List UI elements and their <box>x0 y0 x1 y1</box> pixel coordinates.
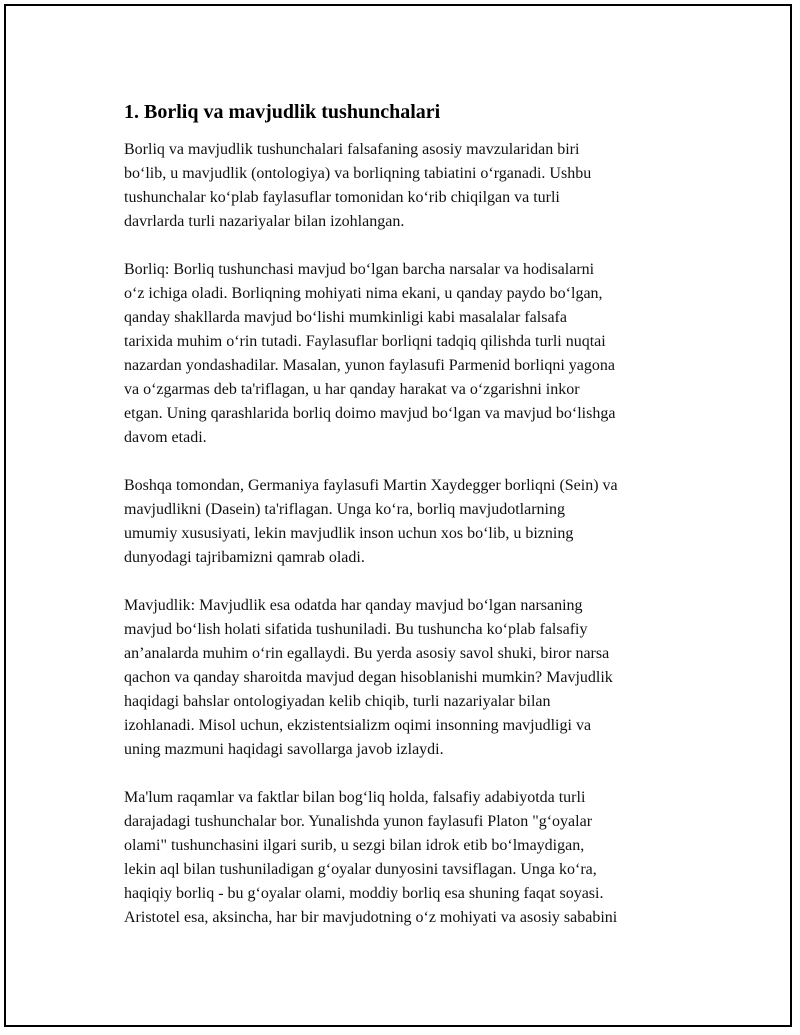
text-line: umumiy xususiyati, lekin mavjudlik inson uchun xos bo‘lib, u bizning <box>124 525 574 542</box>
page-frame <box>4 4 792 1027</box>
text-line: tushunchalar ko‘plab faylasuflar tomonidan ko‘rib chiqilgan va turli <box>124 189 560 206</box>
text-line: va o‘zgarmas deb ta'riflagan, u har qanday harakat va o‘zgarishni inkor <box>124 381 580 398</box>
text-line: lekin aql bilan tushuniladigan g‘oyalar dunyosini tavsiflagan. Unga ko‘ra, <box>124 861 597 878</box>
text-line: tarixida muhim o‘rin tutadi. Faylasuflar borliqni tadqiq qilishda turli nuqtai <box>124 333 606 350</box>
text-line: qachon va qanday sharoitda mavjud degan hisoblanishi mumkin? Mavjudlik <box>124 669 613 686</box>
text-line: uning mazmuni haqidagi savollarga javob izlaydi. <box>124 741 444 758</box>
text-line: o‘z ichiga oladi. Borliqning mohiyati nima ekani, u qanday paydo bo‘lgan, <box>124 285 603 302</box>
text-line: olami" tushunchasini ilgari surib, u sezgi bilan idrok etib bo‘lmaydigan, <box>124 837 585 854</box>
text-line: nazardan yondashadilar. Masalan, yunon faylasufi Parmenid borliqni yagona <box>124 357 615 374</box>
text-line: Borliq va mavjudlik tushunchalari falsafaning asosiy mavzularidan biri <box>124 141 580 158</box>
paragraph-borliq <box>124 258 704 450</box>
text-line: an’analarda muhim o‘rin egallaydi. Bu yerda asosiy savol shuki, biror narsa <box>124 645 610 662</box>
text-line: Boshqa tomondan, Germaniya faylasufi Martin Xaydegger borliqni (Sein) va <box>124 477 618 494</box>
text-line: darajadagi tushunchalar bor. Yunalishda yunon faylasufi Platon "g‘oyalar <box>124 813 593 830</box>
text-line: mavjudlikni (Dasein) ta'riflagan. Unga ko‘ra, borliq mavjudotlarning <box>124 501 565 518</box>
text-line: haqiqiy borliq - bu g‘oyalar olami, moddiy borliq esa shuning faqat soyasi. <box>124 885 604 902</box>
text-line: qanday shakllarda mavjud bo‘lishi mumkinligi kabi masalalar falsafa <box>124 309 567 326</box>
text-line: izohlanadi. Misol uchun, ekzistentsializm oqimi insonning mavjudligi va <box>124 717 592 734</box>
document-body <box>124 100 704 954</box>
text-line: Mavjudlik: Mavjudlik esa odatda har qanday mavjud bo‘lgan narsaning <box>124 597 583 614</box>
text-line: Aristotel esa, aksincha, har bir mavjudotning o‘z mohiyati va asosiy sababini <box>124 909 618 926</box>
paragraph-heidegger <box>124 474 704 570</box>
text-line: Borliq: Borliq tushunchasi mavjud bo‘lgan barcha narsalar va hodisalarni <box>124 261 595 278</box>
text-line: dunyodagi tajribamizni qamrab oladi. <box>124 549 365 566</box>
text-line: davom etadi. <box>124 429 207 446</box>
section-heading: 1. Borliq va mavjudlik tushunchalari <box>124 101 441 123</box>
text-line: Ma'lum raqamlar va faktlar bilan bog‘liq holda, falsafiy adabiyotda turli <box>124 789 586 806</box>
paragraph-platon <box>124 786 704 930</box>
text-line: etgan. Uning qarashlarida borliq doimo mavjud bo‘lgan va mavjud bo‘lishga <box>124 405 616 422</box>
text-line: haqidagi bahslar ontologiyadan kelib chiqib, turli nazariyalar bilan <box>124 693 551 710</box>
text-line: davrlarda turli nazariyalar bilan izohlangan. <box>124 213 405 230</box>
text-line: bo‘lib, u mavjudlik (ontologiya) va borliqning tabiatini o‘rganadi. Ushbu <box>124 165 592 182</box>
text-line: mavjud bo‘lish holati sifatida tushuniladi. Bu tushuncha ko‘plab falsafiy <box>124 621 588 638</box>
paragraph-intro <box>124 138 704 234</box>
paragraph-mavjudlik <box>124 594 704 762</box>
